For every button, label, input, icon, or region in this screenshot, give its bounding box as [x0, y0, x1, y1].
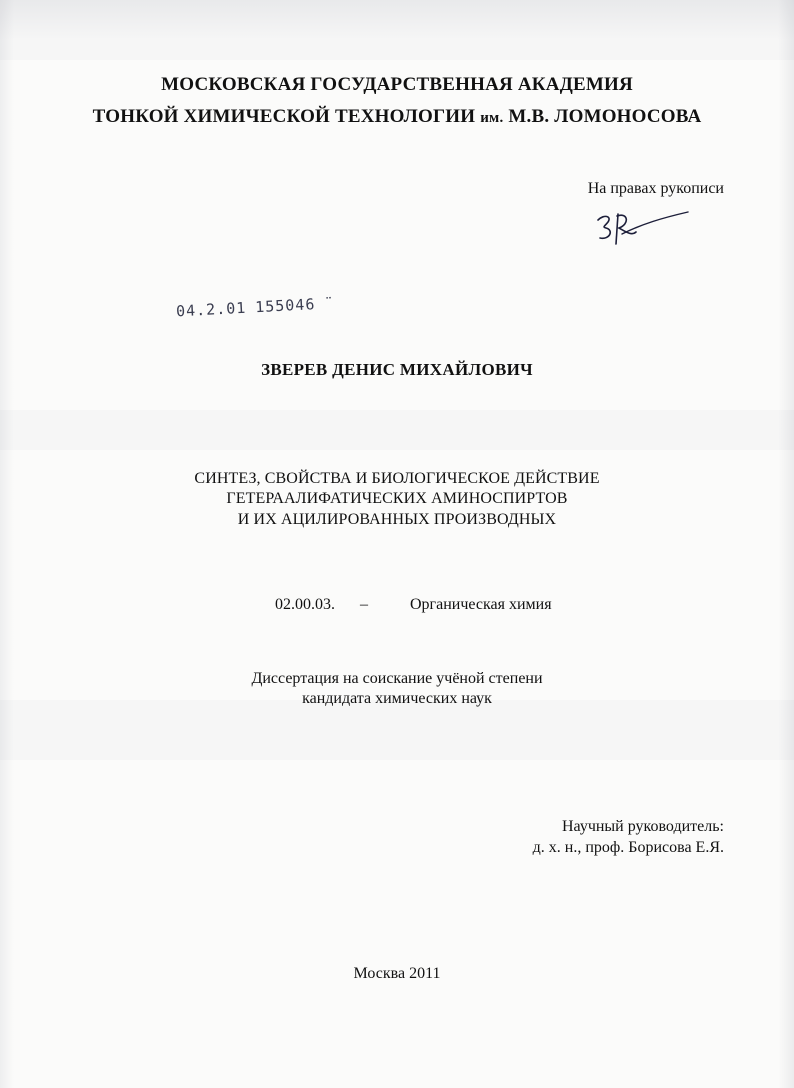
stamp-number: 155046 [254, 295, 316, 317]
supervisor-label: Научный руководитель: [561, 818, 724, 835]
scan-shadow-top [0, 0, 794, 60]
institution-name-line1: МОСКОВСКАЯ ГОСУДАРСТВЕННАЯ АКАДЕМИЯ [161, 74, 633, 95]
city-year: Москва 2011 [353, 965, 441, 982]
specialty-code: 02.00.03. [275, 596, 335, 613]
dissertation-title-line2: ГЕТЕРААЛИФАТИЧЕСКИХ АМИНОСПИРТОВ [226, 490, 568, 507]
supervisor-name: д. х. н., проф. Борисова Е.Я. [532, 839, 724, 856]
institution-name-line2-main: ТОНКОЙ ХИМИЧЕСКОЙ ТЕХНОЛОГИИ [92, 106, 481, 127]
specialty-name: Органическая химия [410, 596, 552, 613]
author-name: ЗВЕРЕВ ДЕНИС МИХАЙЛОВИЧ [261, 360, 533, 379]
stamp-date: 04.2.01 [175, 298, 247, 321]
stamp-mark: ¨ [323, 294, 335, 313]
institution-name-line2 [0, 106, 794, 128]
scan-shadow-band [0, 410, 794, 450]
archive-stamp [176, 294, 344, 321]
institution-name-line2-small: им. [480, 110, 504, 126]
manuscript-note: На правах рукописи [587, 180, 724, 197]
dissertation-degree-line1: Диссертация на соискание учёной степени [251, 670, 543, 687]
dissertation-title-line1: СИНТЕЗ, СВОЙСТВА И БИОЛОГИЧЕСКОЕ ДЕЙСТВИЕ [194, 470, 600, 487]
handwritten-signature [592, 206, 692, 252]
specialty-dash: – [360, 596, 368, 613]
dissertation-degree-line2: кандидата химических наук [302, 690, 492, 707]
dissertation-title-line3: И ИХ АЦИЛИРОВАННЫХ ПРОИЗВОДНЫХ [237, 511, 557, 528]
institution-name-line2-end: М.В. ЛОМОНОСОВА [503, 106, 702, 127]
scan-shadow-band [0, 700, 794, 760]
